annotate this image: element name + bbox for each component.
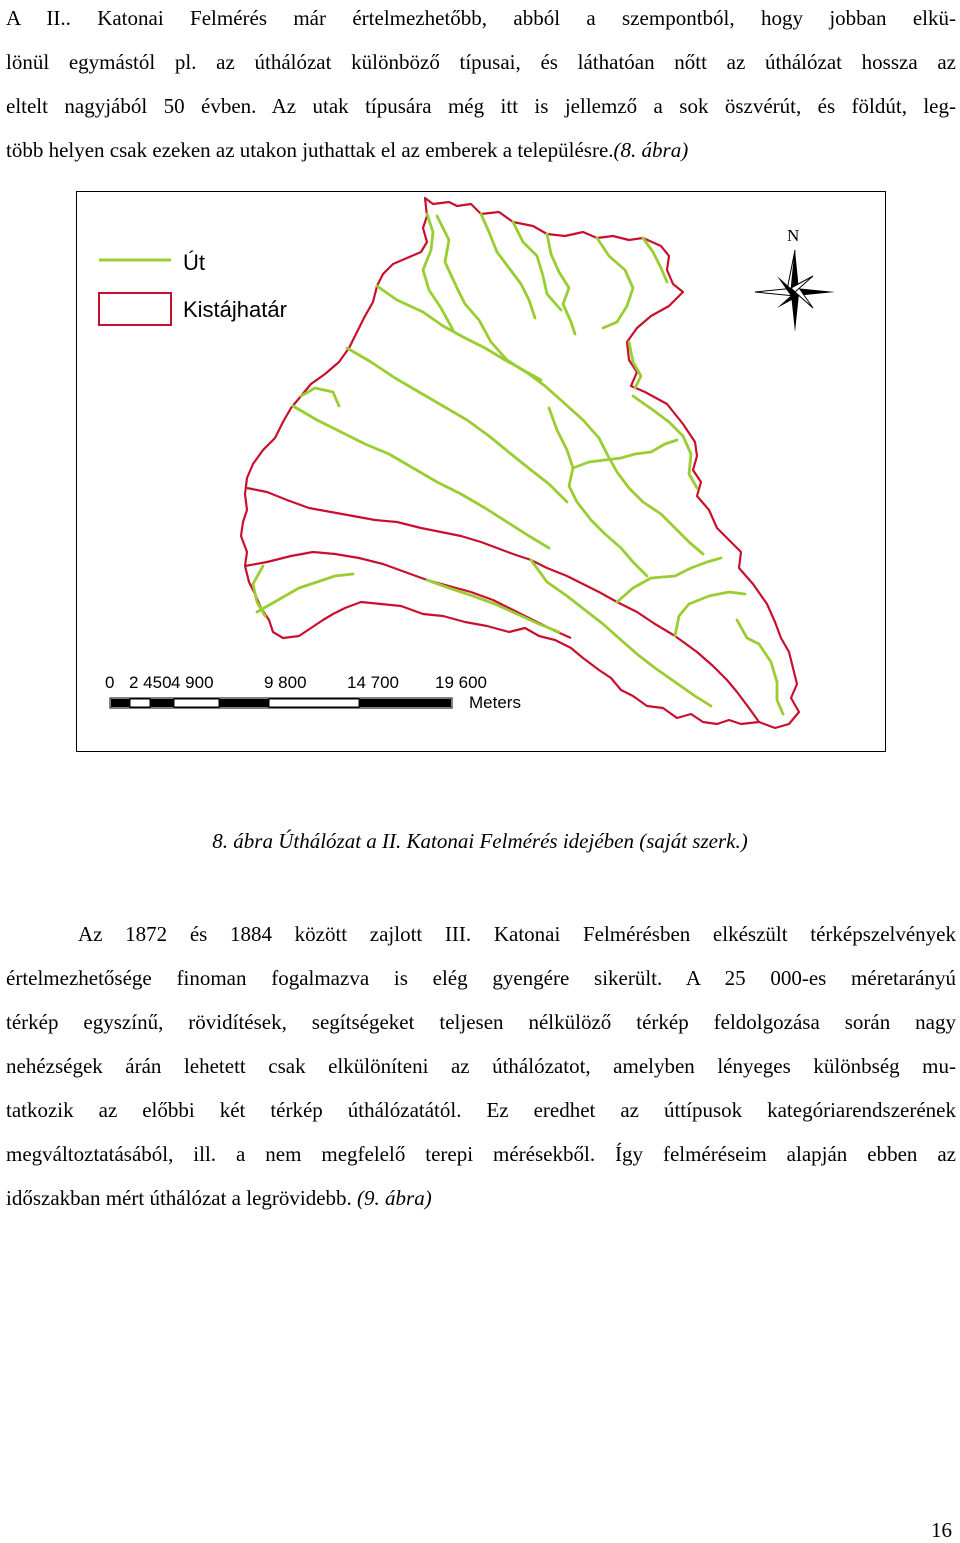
- text-line: megváltoztatásából, ill. a nem megfelelő terepi mérésekből. Így felméréseim alapján ebben az: [6, 1142, 956, 1166]
- figure-reference: (9. ábra): [357, 1186, 432, 1210]
- legend-road-label: Út: [183, 250, 205, 275]
- scale-label-19600: 19 600: [435, 673, 487, 692]
- page-number: 16: [931, 1518, 952, 1542]
- scale-label-0: 0: [105, 673, 115, 692]
- text-line-body: több helyen csak ezeken az utakon juthattak el az emberek a településre.: [6, 138, 614, 162]
- road-lines: [253, 214, 783, 714]
- paragraph-body: [6, 912, 956, 1220]
- text-line: értelmezhetősége finoman fogalmazva is elég gyengére sikerült. A 25 000-es méretarányú: [6, 966, 956, 990]
- text-line: eltelt nagyjából 50 évben. Az utak típusára még itt is jellemző a sok öszvérút, és földút, leg-: [6, 94, 956, 118]
- text-line: nehézségek árán lehetett csak elkülöníteni az úthálózatot, amelyben lényeges különbség mu-: [6, 1054, 956, 1078]
- paragraph-intro: [6, 0, 956, 172]
- scale-label-2450: 2 450: [129, 673, 172, 692]
- scale-unit-label: Meters: [469, 693, 521, 712]
- inner-boundary-2: [245, 552, 571, 638]
- legend-boundary-swatch: [99, 293, 171, 325]
- text-line-body: időszakban mért úthálózat a legrövidebb.: [6, 1186, 352, 1210]
- figure-reference: (8. ábra): [613, 138, 689, 162]
- boundary-lines: [241, 198, 799, 728]
- text-line: A II.. Katonai Felmérés már értelmezhetőbb, abból a szempontból, hogy jobban elkü-: [6, 6, 956, 30]
- text-line: [6, 128, 956, 172]
- text-line: lönül egymástól pl. az úthálózat különböző típusai, és láthatóan nőtt az úthálózat hossza az: [6, 50, 956, 74]
- text-line: [6, 1176, 956, 1220]
- scale-label-4900: 4 900: [171, 673, 214, 692]
- map-legend: [99, 250, 287, 325]
- text-line: térkép egyszínű, rövidítések, segítségeket teljesen nélkülöző térkép feldolgozása során nagy: [6, 1010, 956, 1034]
- outer-boundary: [241, 198, 799, 728]
- north-arrow-icon: [755, 226, 835, 332]
- legend-boundary-label: Kistájhatár: [183, 297, 287, 322]
- scale-bar: [105, 673, 521, 712]
- scale-label-14700: 14 700: [347, 673, 399, 692]
- figure-caption: 8. ábra Úthálózat a II. Katonai Felmérés idejében (saját szerk.): [212, 829, 748, 853]
- road-network-map: [76, 191, 886, 752]
- north-label: N: [787, 226, 800, 245]
- text-line: Az 1872 és 1884 között zajlott III. Katonai Felmérésben elkészült térképszelvények: [78, 922, 956, 946]
- text-line: tatkozik az előbbi két térkép úthálózatától. Ez eredhet az úttípusok kategóriarendszerének: [6, 1098, 956, 1122]
- scale-label-9800: 9 800: [264, 673, 307, 692]
